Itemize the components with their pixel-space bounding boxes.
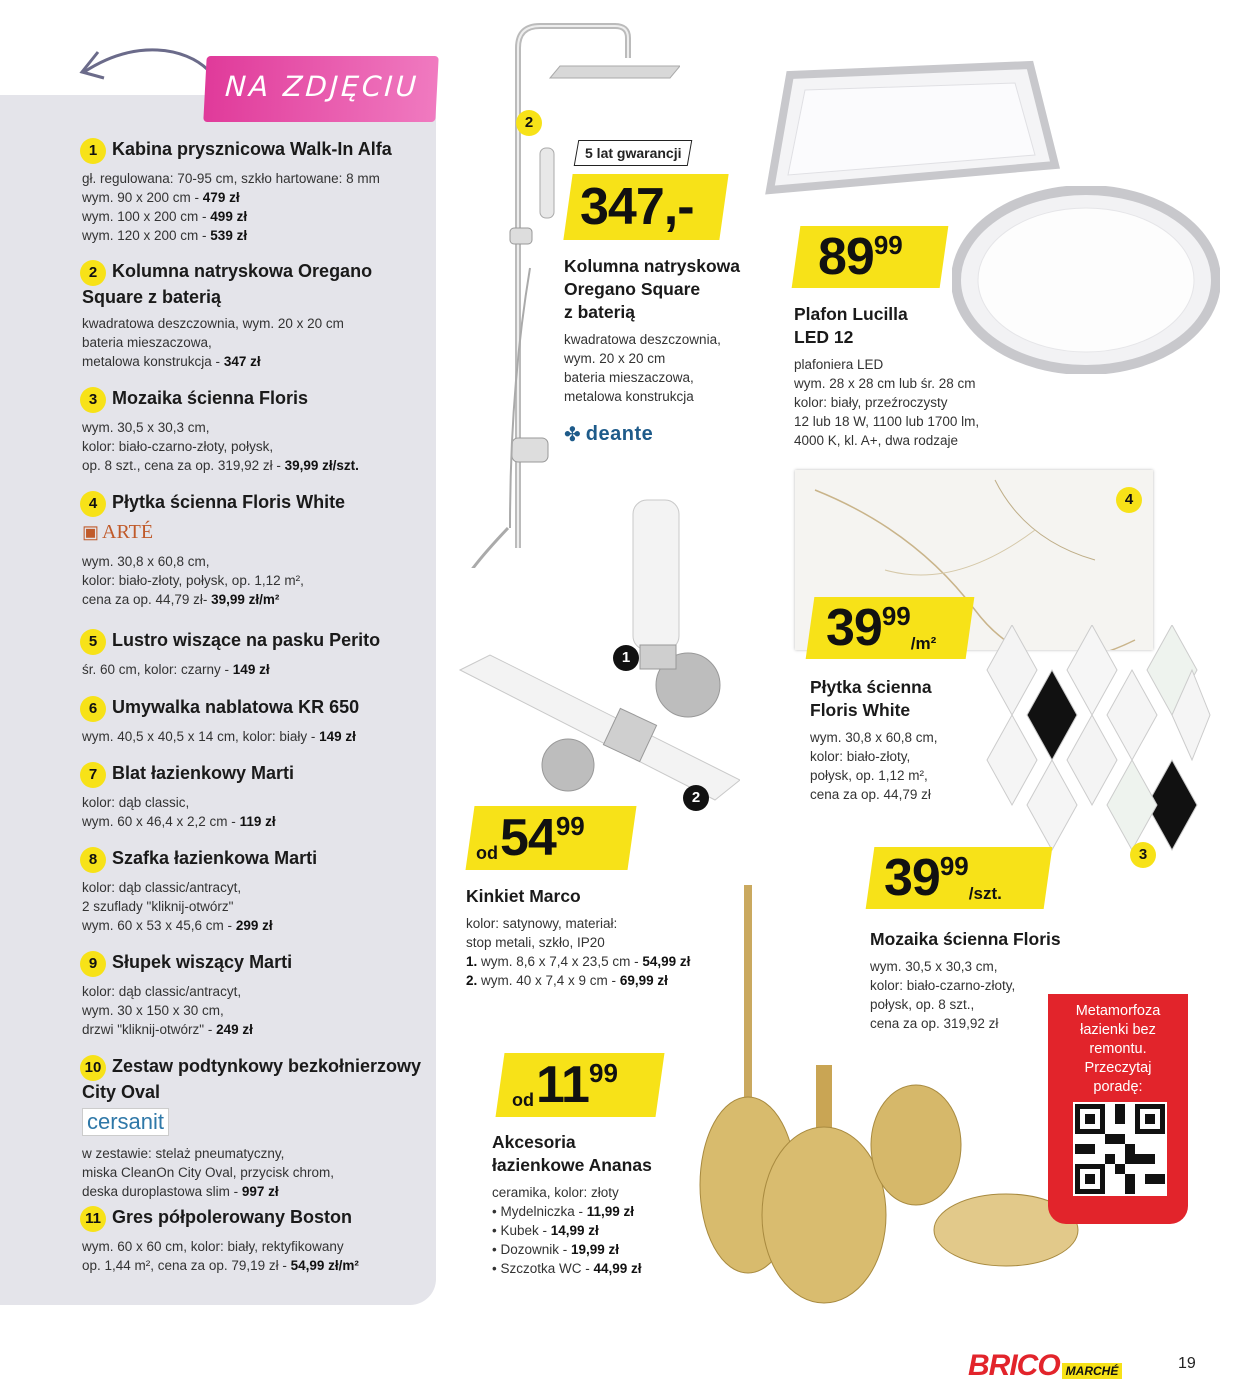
accessory-line: • Dozownik - 19,99 zł <box>492 1242 620 1257</box>
title-line: Floris White <box>810 700 911 720</box>
variant-price: 69,99 zł <box>619 973 668 988</box>
desc-line: wym. 30,5 x 30,3 cm, <box>870 959 998 974</box>
deante-mark-icon: ✤ <box>564 424 581 446</box>
desc-line: wym. 30,5 x 30,3 cm, <box>82 420 210 435</box>
item-number-badge: 5 <box>80 629 106 655</box>
accessory-line: • Kubek - 14,99 zł <box>492 1223 599 1238</box>
brand-logo-cersanit <box>82 1108 169 1136</box>
desc-line: kolor: biało-złoty, połysk, op. 1,12 m², <box>82 573 304 588</box>
item-number-badge: 9 <box>80 951 106 977</box>
desc-line: wym. 30,8 x 60,8 cm, <box>810 730 938 745</box>
mozaika-price: 39 99 /szt. <box>866 847 1053 909</box>
desc-price: 479 zł <box>202 190 240 205</box>
sidebar-item-title <box>82 951 432 977</box>
sidebar-item <box>82 696 432 746</box>
mozaika-title: Mozaika ścienna Floris <box>870 929 1061 949</box>
promo-line: remontu. <box>1089 1041 1147 1057</box>
plytka-desc <box>810 728 1000 804</box>
sidebar-item-title <box>82 1206 432 1232</box>
sidebar-item <box>82 951 432 1039</box>
sidebar-item-desc <box>82 982 432 1039</box>
back-arrow-icon <box>76 30 216 90</box>
desc-price: 347 zł <box>223 354 261 369</box>
akcesoria-price: od 11 99 <box>496 1053 665 1117</box>
sidebar-item-title <box>82 629 432 655</box>
accessory-price: 44,99 zł <box>593 1261 642 1276</box>
sidebar-item-title <box>82 762 432 788</box>
variant-number: 1. <box>466 954 478 969</box>
title-line: z baterią <box>564 302 635 322</box>
desc-price: 299 zł <box>235 918 273 933</box>
desc-line: bateria mieszaczowa, <box>564 370 694 385</box>
desc-price: 149 zł <box>319 729 356 744</box>
item-number-badge: 6 <box>80 696 106 722</box>
guarantee-label: 5 lat gwarancji <box>574 140 693 166</box>
desc-line: śr. 60 cm, kolor: czarny - 149 zł <box>82 662 270 677</box>
title-line: Plafon Lucilla <box>794 304 908 324</box>
desc-price: 249 zł <box>216 1022 253 1037</box>
accessory-price: 11,99 zł <box>586 1204 635 1219</box>
item-title-text: Blat łazienkowy Marti <box>112 763 295 783</box>
desc-line: kolor: dąb classic/antracyt, <box>82 984 242 999</box>
promo-line: łazienki bez <box>1080 1022 1156 1038</box>
item-title-text: Lustro wiszące na pasku Perito <box>112 630 381 650</box>
sidebar-item-title <box>82 847 432 873</box>
plytka-price: 39 99 /m² <box>806 597 975 659</box>
desc-line: wym. 28 x 28 cm lub śr. 28 cm <box>794 376 976 391</box>
akcesoria-items <box>492 1202 712 1278</box>
accessory-price: 14,99 zł <box>550 1223 599 1238</box>
kolumna-title <box>564 255 784 324</box>
desc-line: wym. 20 x 20 cm <box>564 351 666 366</box>
tile-badge: 4 <box>1116 487 1142 513</box>
promo-box[interactable] <box>1048 994 1188 1224</box>
item-number-badge: 1 <box>80 138 106 164</box>
desc-line: stop metali, szkło, IP20 <box>466 935 605 950</box>
item-title-text: Słupek wiszący Marti <box>112 952 293 972</box>
desc-line: cena za op. 44,79 zł <box>810 787 931 802</box>
item-title-text: Kabina prysznicowa Walk-In Alfa <box>112 139 392 159</box>
desc-line: kolor: biało-czarno-złoty, <box>870 978 1016 993</box>
qr-code-icon[interactable] <box>1073 1102 1167 1196</box>
plytka-title <box>810 676 1000 722</box>
desc-line: plafoniera LED <box>794 357 884 372</box>
title-line: LED 12 <box>794 327 854 347</box>
desc-line: cena za op. 319,92 zł <box>870 1016 999 1031</box>
desc-price: 39,99 zł/szt. <box>284 458 359 473</box>
sidebar-item <box>82 847 432 935</box>
mosaic-image <box>982 625 1212 880</box>
desc-line: gł. regulowana: 70-95 cm, szkło hartowane: 8 mm <box>82 171 380 186</box>
desc-price: 539 zł <box>210 228 248 243</box>
sidebar-item <box>82 629 432 679</box>
kolumna-desc <box>564 330 784 406</box>
desc-line: wym. 40,5 x 40,5 x 14 cm, kolor: biały - 149 zł <box>82 729 356 744</box>
kinkiet-price: od 54 99 <box>466 806 637 870</box>
desc-line: wym. 60 x 53 x 45,6 cm - 299 zł <box>82 918 273 933</box>
sidebar-item-desc <box>82 1237 432 1275</box>
desc-line: wym. 30,8 x 60,8 cm, <box>82 554 210 569</box>
sidebar-item-desc <box>82 418 432 475</box>
desc-line: wym. 60 x 46,4 x 2,2 cm - 119 zł <box>82 814 276 829</box>
desc-price: 54,99 zł/m² <box>290 1258 359 1273</box>
lamp-badge-1: 1 <box>613 645 639 671</box>
desc-line: miska CleanOn City Oval, przycisk chrom, <box>82 1165 335 1180</box>
brico-marche-logo: BRICO MARCHÉ <box>968 1349 1122 1383</box>
title-line: Kolumna natryskowa <box>564 256 741 276</box>
accessory-price: 19,99 zł <box>571 1242 620 1257</box>
desc-price: 499 zł <box>210 209 248 224</box>
akcesoria-info <box>492 1131 712 1278</box>
desc-line: wym. 60 x 60 cm, kolor: biały, rektyfikowany <box>82 1239 344 1254</box>
square-ceiling-lamp-image <box>760 55 1060 200</box>
variant-number: 2. <box>466 973 478 988</box>
sidebar-item <box>82 1206 432 1275</box>
desc-line: deska duroplastowa slim - 997 zł <box>82 1184 279 1199</box>
sidebar-item-desc <box>82 552 432 609</box>
sidebar-item-desc <box>82 314 432 371</box>
desc-line: metalowa konstrukcja - 347 zł <box>82 354 261 369</box>
akcesoria-title <box>492 1131 712 1177</box>
desc-line: kolor: dąb classic, <box>82 795 190 810</box>
item-number-badge: 2 <box>80 260 106 286</box>
desc-line: wym. 30 x 150 x 30 cm, <box>82 1003 224 1018</box>
sidebar-item-title <box>82 696 432 722</box>
sidebar-item-title <box>82 491 432 517</box>
item-title-text: Mozaika ścienna Floris <box>112 388 309 408</box>
desc-line: kolor: biało-czarno-złoty, połysk, <box>82 439 274 454</box>
desc-line: kolor: biało-złoty, <box>810 749 911 764</box>
arte-brand-text: ARTÉ <box>102 521 154 543</box>
title-line: Akcesoria <box>492 1132 576 1152</box>
sidebar-item-desc <box>82 169 432 245</box>
desc-line: drzwi "kliknij-otwórz" - 249 zł <box>82 1022 253 1037</box>
accessory-line: • Szczotka WC - 44,99 zł <box>492 1261 642 1276</box>
page-number: 19 <box>1178 1355 1196 1372</box>
desc-price: 997 zł <box>241 1184 279 1199</box>
kolumna-info <box>564 255 784 447</box>
kolumna-price: 347,- <box>563 174 728 240</box>
plafon-price: 89 99 <box>792 226 949 288</box>
brand-logo-arte <box>82 521 153 544</box>
sidebar-item <box>82 387 432 475</box>
desc-line: kolor: biały, przeźroczysty <box>794 395 948 410</box>
promo-line: poradę: <box>1093 1079 1143 1095</box>
promo-line: Metamorfoza <box>1075 1003 1161 1019</box>
desc-line: kolor: dąb classic/antracyt, <box>82 880 242 895</box>
desc-line: op. 1,44 m², cena za op. 79,19 zł - 54,99 zł/m² <box>82 1258 359 1273</box>
item-number-badge: 11 <box>80 1206 106 1232</box>
sidebar-item <box>82 138 432 245</box>
wall-lamp-image <box>450 495 740 805</box>
item-title-text: Umywalka nablatowa KR 650 <box>112 697 360 717</box>
variant-line: 2. wym. 40 x 7,4 x 9 cm - 69,99 zł <box>466 973 668 988</box>
accessory-line: • Mydelniczka - 11,99 zł <box>492 1204 635 1219</box>
lamp-badge-2: 2 <box>683 785 709 811</box>
item-title-text: Kolumna natryskowa Oregano Square z baterią <box>82 261 373 307</box>
sidebar-item-title <box>82 1055 432 1104</box>
desc-line: 2 szuflady "kliknij-otwórz" <box>82 899 234 914</box>
desc-line: połysk, op. 8 szt., <box>870 997 975 1012</box>
sidebar-item-desc <box>82 727 432 746</box>
item-number-badge: 8 <box>80 847 106 873</box>
plafon-title <box>794 303 1044 349</box>
item-number-badge: 3 <box>80 387 106 413</box>
akcesoria-material: ceramika, kolor: złoty <box>492 1185 619 1200</box>
cersanit-brand-text: cersanit <box>82 1108 169 1136</box>
sidebar-item-desc <box>82 660 432 679</box>
arte-mark-icon: ▣ <box>82 522 100 542</box>
desc-line: wym. 90 x 200 cm - 479 zł <box>82 190 240 205</box>
item-title-text: Szafka łazienkowa Marti <box>112 848 318 868</box>
desc-line: bateria mieszaczowa, <box>82 335 212 350</box>
desc-line: cena za op. 44,79 zł- 39,99 zł/m² <box>82 592 280 607</box>
desc-line: wym. 100 x 200 cm - 499 zł <box>82 209 248 224</box>
sidebar-item <box>82 762 432 831</box>
desc-line: w zestawie: stelaż pneumatyczny, <box>82 1146 285 1161</box>
sidebar-item-desc <box>82 1144 432 1201</box>
promo-line: Przeczytaj <box>1084 1060 1152 1076</box>
item-number-badge: 7 <box>80 762 106 788</box>
shower-badge: 2 <box>516 110 542 136</box>
desc-line: 12 lub 18 W, 1100 lub 1700 lm, <box>794 414 980 429</box>
desc-price: 119 zł <box>239 814 276 829</box>
desc-line: kolor: satynowy, materiał: <box>466 916 618 931</box>
sidebar-item <box>82 260 432 371</box>
desc-line: metalowa konstrukcja <box>564 389 694 404</box>
plafon-info <box>794 303 1044 450</box>
title-line: łazienkowe Ananas <box>492 1155 652 1175</box>
item-number-badge: 10 <box>80 1055 106 1081</box>
kinkiet-title: Kinkiet Marco <box>466 886 581 906</box>
item-title-text: Płytka ścienna Floris White <box>112 492 346 512</box>
mosaic-badge: 3 <box>1130 842 1156 868</box>
sidebar-item-title <box>82 138 432 164</box>
desc-line: 4000 K, kl. A+, dwa rodzaje <box>794 433 958 448</box>
desc-line: połysk, op. 1,12 m², <box>810 768 928 783</box>
title-line: Płytka ścienna <box>810 677 932 697</box>
pineapple-accessories-image <box>696 885 1086 1305</box>
plytka-info <box>810 676 1000 804</box>
plafon-desc <box>794 355 1044 450</box>
item-title-text: Gres półpolerowany Boston <box>112 1207 353 1227</box>
sidebar-item-desc <box>82 878 432 935</box>
sidebar-item-desc <box>82 793 432 831</box>
desc-line: kwadratowa deszczownia, <box>564 332 721 347</box>
sidebar-item-title <box>82 387 432 413</box>
title-line: Oregano Square <box>564 279 701 299</box>
variant-price: 54,99 zł <box>642 954 691 969</box>
desc-line: op. 8 szt., cena za op. 319,92 zł - 39,99 zł/szt. <box>82 458 359 473</box>
desc-line: kwadratowa deszczownia, wym. 20 x 20 cm <box>82 316 344 331</box>
item-title-text: Zestaw podtynkowy bezkołnierzowy City Oval <box>82 1056 422 1102</box>
desc-price: 39,99 zł/m² <box>211 592 280 607</box>
desc-line: wym. 120 x 200 cm - 539 zł <box>82 228 248 243</box>
sidebar-item <box>82 1055 432 1201</box>
sidebar-item-title <box>82 260 432 309</box>
sidebar-item <box>82 491 432 609</box>
variant-line: 1. wym. 8,6 x 7,4 x 23,5 cm - 54,99 zł <box>466 954 691 969</box>
desc-price: 149 zł <box>232 662 270 677</box>
deante-logo: ✤ deante <box>564 423 654 446</box>
item-number-badge: 4 <box>80 491 106 517</box>
in-photo-tag: NA ZDJĘCIU <box>203 56 438 122</box>
